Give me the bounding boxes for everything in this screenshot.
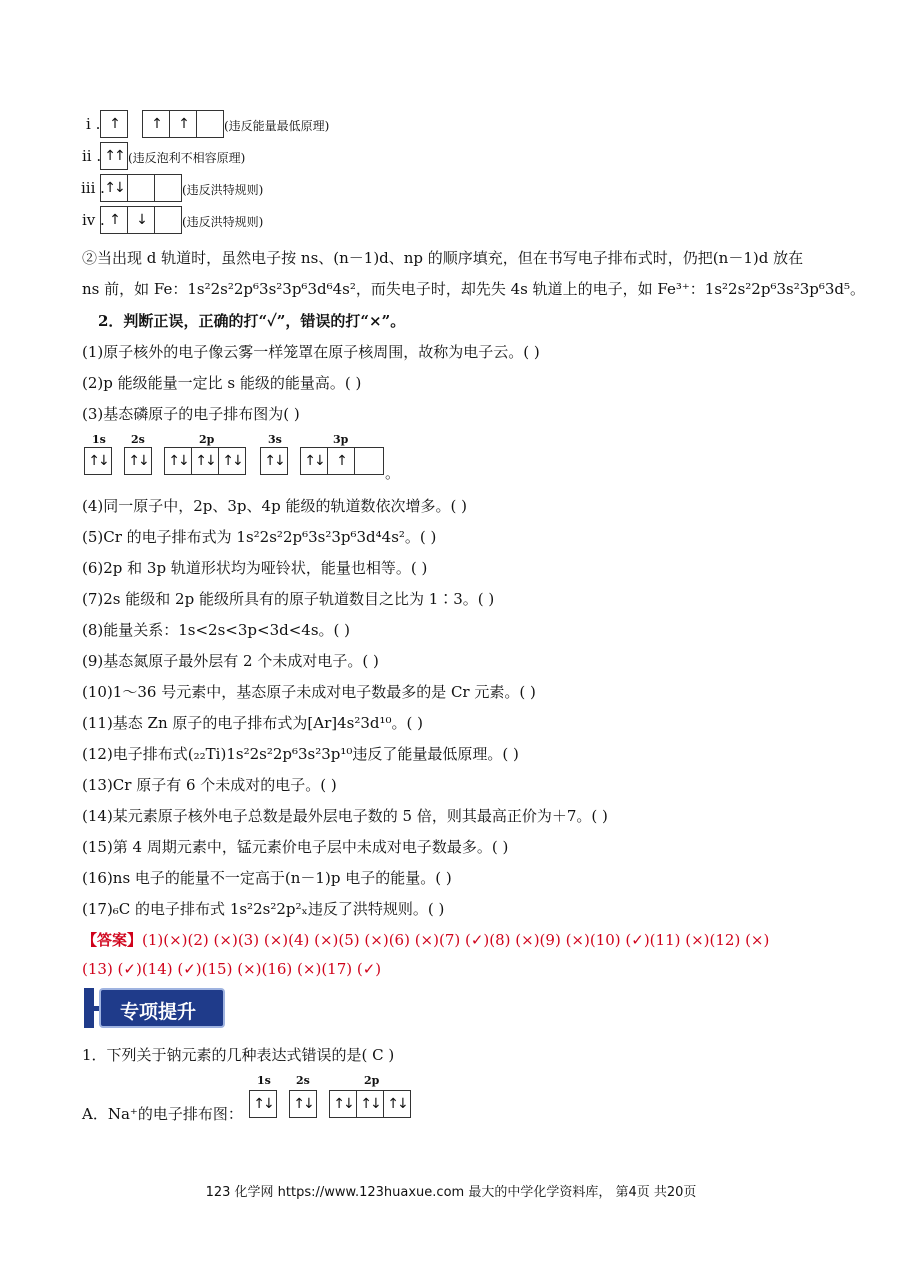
question-item: (17)₆C 的电子排布式 1s²2s²2p²ₓ违反了洪特规则。( ) (82, 900, 445, 918)
orbital-box-2s (124, 447, 152, 475)
orbital-cell: ↑↓ (387, 1096, 407, 1112)
orbital-cell: ↑↓ (301, 448, 328, 474)
rule-label-iii: iii . (81, 179, 105, 197)
orbital-cell: ↑ (170, 111, 197, 137)
answer-line: (13) (✓)(14) (✓)(15) (×)(16) (×)(17) (✓) (82, 960, 382, 978)
orbital-label: 2p (364, 1074, 380, 1087)
orbital-cell: ↑↓ (330, 1091, 357, 1117)
orbital-box-3s (260, 447, 288, 475)
rule-note-ii: (违反泡利不相容原理) (128, 151, 246, 165)
question-item: (9)基态氮原子最外层有 2 个未成对电子。( ) (82, 652, 379, 670)
orbital-label: 3s (268, 433, 282, 446)
orbital-box-2s (289, 1090, 317, 1118)
orbital-cell: ↑↑ (104, 148, 124, 164)
rule-label-i: i . (86, 115, 101, 133)
question-1: 1．下列关于钠元素的几种表达式错误的是( C ) (82, 1046, 395, 1064)
orbital-cell (155, 207, 181, 233)
orbital-cell: ↑↓ (222, 453, 242, 469)
orbital-cell: ↑↓ (88, 453, 108, 469)
question-item: (10)1～36 号元素中，基态原子未成对电子数最多的是 Cr 元素。( ) (82, 683, 536, 701)
orbital-box-1s (249, 1090, 277, 1118)
question-item: (15)第 4 周期元素中，锰元素价电子层中未成对电子数最多。( ) (82, 838, 509, 856)
orbital-box-2p (164, 447, 246, 475)
orbital-cell: ↑↓ (165, 448, 192, 474)
orbital-label: 2s (131, 433, 145, 446)
orbital-cell: ↑↓ (253, 1096, 273, 1112)
orbital-cell: ↑↓ (293, 1096, 313, 1112)
question-item: (16)ns 电子的能量不一定高于(n－1)p 电子的能量。( ) (82, 869, 452, 887)
banner-connector (88, 1006, 100, 1011)
question-item: (13)Cr 原子有 6 个未成对的电子。( ) (82, 776, 337, 794)
answer-line (82, 929, 769, 950)
orbital-box-1s (84, 447, 112, 475)
orbital-label: 3p (333, 433, 349, 446)
rule-note-iv: (违反洪特规则) (182, 215, 264, 229)
orbital-box-1s (100, 110, 128, 138)
orbital-cell: ↑↓ (192, 448, 219, 474)
orbital-label: 1s (257, 1074, 271, 1087)
orbital-box-3p (300, 447, 384, 475)
banner-text: 专项提升 (120, 1001, 197, 1023)
answer-values: (1)(×)(2) (×)(3) (×)(4) (×)(5) (×)(6) (×)(7) (✓)(8) (×)(9) (×)(10) (✓)(11) (×)(12) (×) (142, 931, 770, 949)
orbital-box (100, 206, 182, 234)
question-item: (1)原子核外的电子像云雾一样笼罩在原子核周围，故称为电子云。( ) (82, 343, 540, 361)
section-banner (84, 988, 226, 1028)
orbital-box-2p (329, 1090, 411, 1118)
orbital-label: 1s (92, 433, 106, 446)
orbital-label: 2p (199, 433, 215, 446)
question-item: (6)2p 和 3p 轨道形状均为哑铃状，能量也相等。( ) (82, 559, 428, 577)
paragraph-line: ns 前，如 Fe：1s²2s²2p⁶3s²3p⁶3d⁶4s²，而失电子时，却先失 4s 轨道上的电子，如 Fe³⁺：1s²2s²2p⁶3s²3p⁶3d⁵。 (82, 280, 866, 298)
orbital-cell: ↑↓ (264, 453, 284, 469)
orbital-cell: ↑↓ (101, 175, 128, 201)
paragraph-line: ②当出现 d 轨道时，虽然电子按 ns、(n－1)d、np 的顺序填充，但在书写电子排布式时，仍把(n－1)d 放在 (82, 249, 804, 267)
orbital-cell (355, 448, 383, 474)
question-item: (12)电子排布式(₂₂Ti)1s²2s²2p⁶3s²3p¹⁰违反了能量最低原理。( ) (82, 745, 519, 763)
orbital-box-2p (142, 110, 224, 138)
answer-label: 【答案】 (82, 931, 143, 949)
orbital-cell: ↑ (109, 116, 119, 132)
orbital-cell (155, 175, 181, 201)
rule-label-iv: iv . (82, 211, 105, 229)
orbital-box (100, 142, 128, 170)
period-mark: 。 (385, 464, 401, 482)
option-a: A．Na⁺的电子排布图： (82, 1105, 243, 1123)
rule-label-ii: ii . (82, 147, 102, 165)
orbital-cell (197, 111, 223, 137)
question-item: (7)2s 能级和 2p 能级所具有的原子轨道数目之比为 1∶3。( ) (82, 590, 495, 608)
orbital-cell: ↑ (328, 448, 355, 474)
orbital-cell: ↑ (101, 207, 128, 233)
rule-note-i: (违反能量最低原理) (224, 119, 330, 133)
question-item: (3)基态磷原子的电子排布图为( ) (82, 405, 300, 423)
orbital-cell (128, 175, 155, 201)
section-title: 2．判断正误，正确的打“✓”，错误的打“×”。 (98, 312, 406, 330)
question-item: (5)Cr 的电子排布式为 1s²2s²2p⁶3s²3p⁶3d⁴4s²。( ) (82, 528, 437, 546)
orbital-cell: ↑↓ (128, 453, 148, 469)
question-item: (2)p 能级能量一定比 s 能级的能量高。( ) (82, 374, 362, 392)
page-footer: 123 化学网 https://www.123huaxue.com 最大的中学化学资料库， 第4页 共20页 (205, 1185, 697, 1200)
question-item: (4)同一原子中，2p、3p、4p 能级的轨道数依次增多。( ) (82, 497, 467, 515)
orbital-label: 2s (296, 1074, 310, 1087)
question-item: (11)基态 Zn 原子的电子排布式为[Ar]4s²3d¹⁰。( ) (82, 714, 424, 732)
orbital-cell: ↓ (128, 207, 155, 233)
orbital-cell: ↑↓ (357, 1091, 384, 1117)
orbital-box (100, 174, 182, 202)
orbital-cell: ↑ (143, 111, 170, 137)
rule-note-iii: (违反洪特规则) (182, 183, 264, 197)
question-item: (8)能量关系：1s<2s<3p<3d<4s。( ) (82, 621, 351, 639)
question-item: (14)某元素原子核外电子总数是最外层电子数的 5 倍，则其最高正价为＋7。( ) (82, 807, 608, 825)
